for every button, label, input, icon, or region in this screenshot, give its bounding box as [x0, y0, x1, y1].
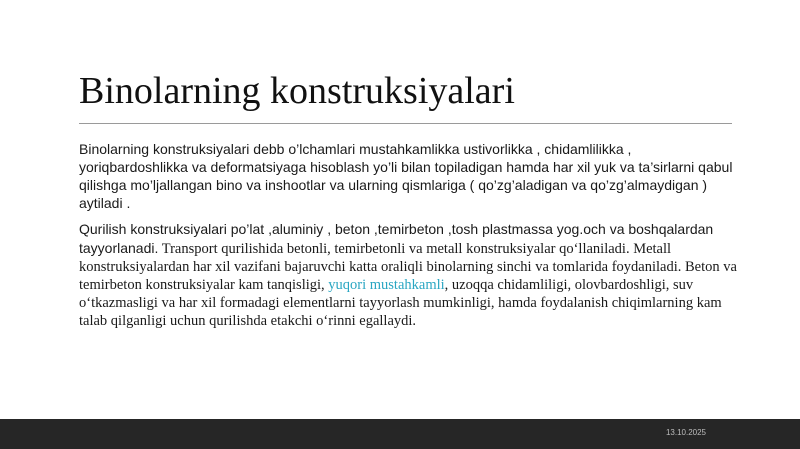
paragraph-materials-text-a: Transport qurilishida betonli, temirbetonli va metall konstruksiyalar qo‘llaniladi. Metall konstruksiyalardan har xil vazifani bajaruvchi katta oraliqli binolarning sinchi va tomlarida foydaniladi. Beton va temirbeton konstruksiyalar kam tanqisligi,	[79, 241, 737, 293]
paragraph-materials	[79, 220, 739, 330]
footer-bar	[0, 419, 800, 449]
title-divider	[79, 123, 732, 124]
paragraph-materials-text-b: , uzoqqa chidamliligi, olovbardoshligi, suv o‘tkazmasligi va har xil formadagi elementlarni tayyorlash mumkinligi, hamda foydalanish chiqimlarning kam talab qilganligi uchun qurilishda etakchi o‘rinni egallaydi.	[79, 277, 722, 329]
paragraph-definition: Binolarning konstruksiyalari debb o’lchamlari mustahkamlikka ustivorlikka , chidamlilikka , yoriqbardoshlikka va deformatsiyaga hisoblash yo’li bilan topiladigan hamda har xil yuk va ta’sirlarni qabul qilishga mo’ljallangan bino va inshootlar va ularning qismlariga ( qo’zg’aladigan va qo’zg’almaydigan ) aytiladi .	[79, 141, 733, 211]
slide-body	[79, 140, 739, 330]
highlighted-phrase: yuqori mustahkamli	[328, 277, 445, 293]
paragraph-materials-intro: Qurilish konstruksiyalari po’lat ,aluminiy , beton ,temirbeton ,tosh plastmassa yog.och va boshqalardan tayyorlanadi.	[79, 221, 714, 256]
slide-title: Binolarning konstruksiyalari	[79, 70, 515, 112]
footer-date: 13.10.2025	[665, 428, 706, 437]
